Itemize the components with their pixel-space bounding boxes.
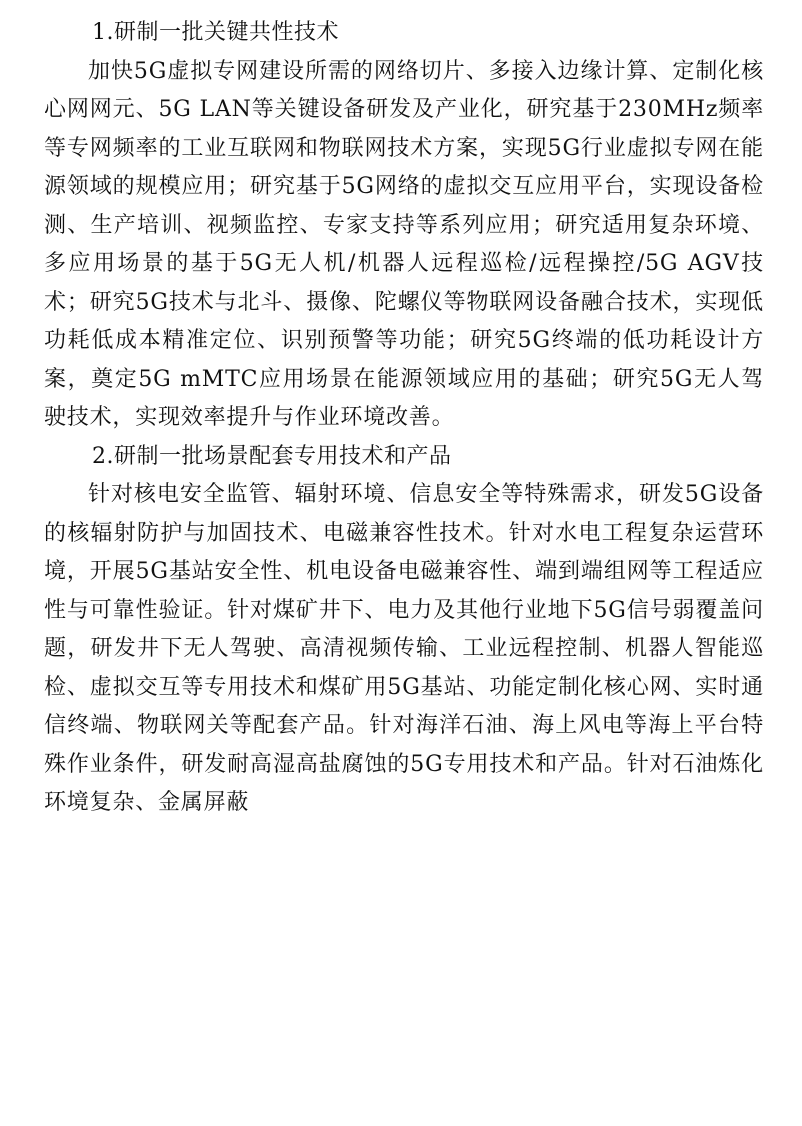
section-heading-2: 2.研制一批场景配套专用技术和产品 (92, 443, 452, 469)
section-heading-1: 1.研制一批关键共性技术 (92, 20, 339, 45)
section-body-1: 加快5G虚拟专网建设所需的网络切片、多接入边缘计算、定制化核心网网元、5G LAN等关键设备研发及产业化，研究基于230MHz频率等专网频率的工业互联网和物联网技术方案，实现5G行业虚拟专网在能源领域的规模应用；研究基于5G网络的虚拟交互应用平台，实现设备检测、生产培训、视频监控、专家支持等系列应用；研究适用复杂环境、多应用场景的基于5G无人机/机器人远程巡检/远程操控/5G AGV技术；研究5G技术与北斗、摄像、陀螺仪等物联网设备融合技术，实现低功耗低成本精准定位、识别预警等功能；研究5G终端的低功耗设计方案，奠定5G mMTC应用场景在能源领域应用的基础；研究5G无人驾驶技术，实现效率提升与作业环境改善。 (44, 58, 764, 430)
section-body-2: 针对核电安全监管、辐射环境、信息安全等特殊需求，研发5G设备的核辐射防护与加固技术、电磁兼容性技术。针对水电工程复杂运营环境，开展5G基站安全性、机电设备电磁兼容性、端到端组网等工程适应性与可靠性验证。针对煤矿井下、电力及其他行业地下5G信号弱覆盖问题，研发井下无人驾驶、高清视频传输、工业远程控制、机器人智能巡检、虚拟交互等专用技术和煤矿用5G基站、功能定制化核心网、实时通信终端、物联网关等配套产品。针对海洋石油、海上风电等海上平台特殊作业条件，研发耐高湿高盐腐蚀的5G专用技术和产品。针对石油炼化环境复杂、金属屏蔽 (44, 482, 764, 815)
document-page (44, 14, 764, 823)
